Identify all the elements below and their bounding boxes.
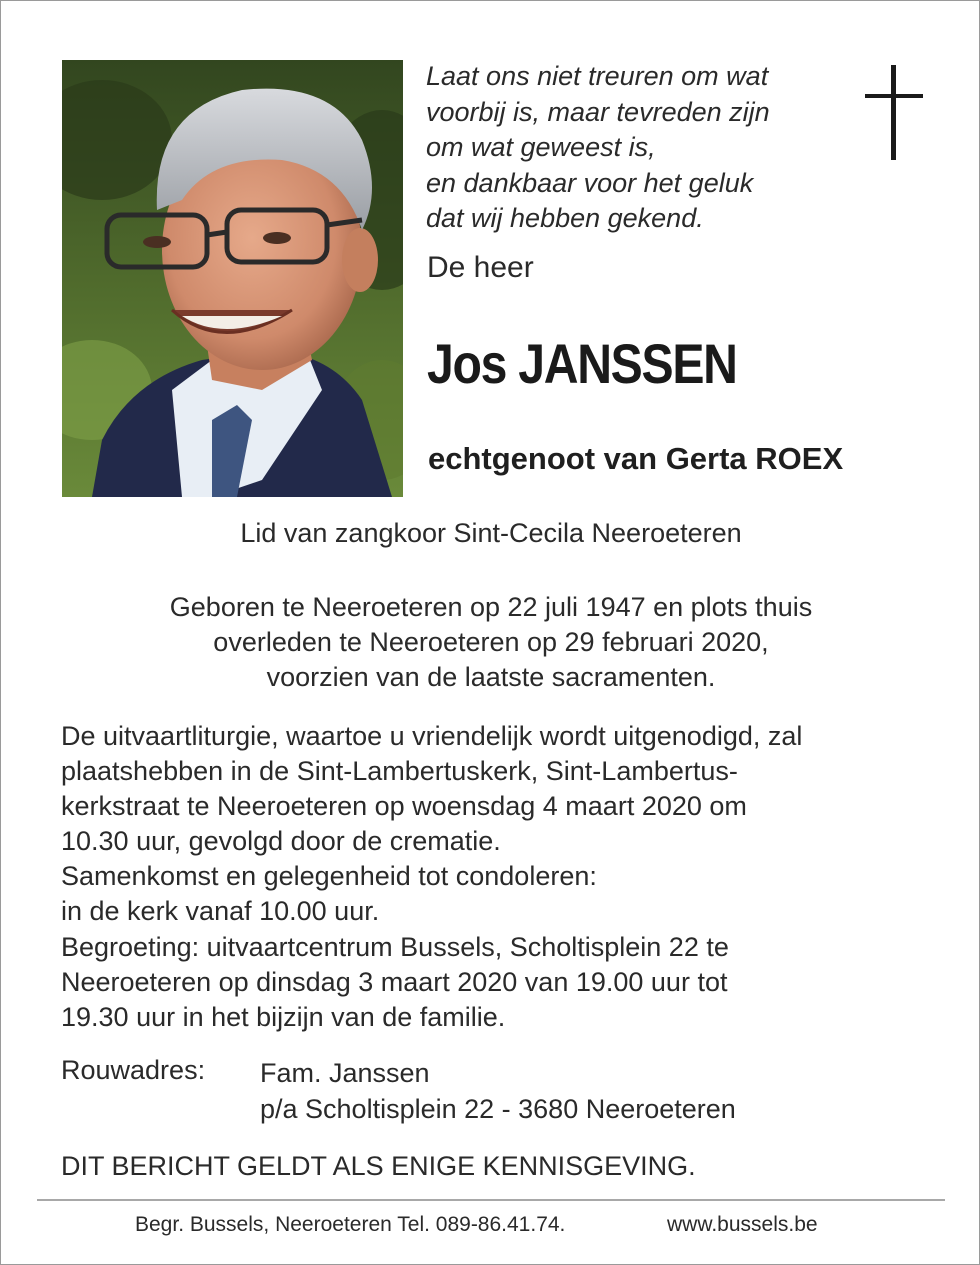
poem-line: voorbij is, maar tevreden zijn xyxy=(426,96,770,127)
address-label: Rouwadres: xyxy=(61,1055,206,1085)
membership-line: Lid van zangkoor Sint-Cecila Neeroeteren xyxy=(240,518,742,548)
life-line: overleden te Neeroeteren op 29 februari 2020, xyxy=(213,627,769,657)
address-line: p/a Scholtisplein 22 - 3680 Neeroeteren xyxy=(260,1094,736,1124)
ceremony-line: Samenkomst en gelegenheid tot condoleren: xyxy=(61,861,597,892)
portrait-photo xyxy=(62,60,403,497)
ceremony-line: plaatshebben in de Sint-Lambertuskerk, Sint-Lambertus- xyxy=(61,756,738,787)
life-dates xyxy=(1,590,980,695)
poem-line: om wat geweest is, xyxy=(426,132,656,162)
ceremony-details xyxy=(61,719,941,1035)
footer-divider xyxy=(37,1199,945,1201)
ceremony-line: Begroeting: uitvaartcentrum Bussels, Scholtisplein 22 te xyxy=(61,931,729,962)
memorial-poem xyxy=(426,59,846,237)
cross-icon xyxy=(865,65,923,160)
ceremony-line: De uitvaartliturgie, waartoe u vriendelijk wordt uitgenodigd, zal xyxy=(61,721,803,751)
mourning-address xyxy=(260,1055,736,1127)
poem-line: dat wij hebben gekend. xyxy=(426,203,704,233)
ceremony-line: kerkstraat te Neeroeteren op woensdag 4 maart 2020 om xyxy=(61,791,747,822)
ceremony-line: 10.30 uur, gevolgd door de crematie. xyxy=(61,826,501,857)
deceased-name: Jos JANSSEN xyxy=(427,332,737,395)
life-line: Geboren te Neeroeteren op 22 juli 1947 en plots thuis xyxy=(169,592,813,622)
ceremony-line: Neeroeteren op dinsdag 3 maart 2020 van 19.00 uur tot xyxy=(61,966,728,997)
honorific: De heer xyxy=(427,251,534,284)
poem-line: Laat ons niet treuren om wat xyxy=(426,61,769,91)
website-link[interactable]: www.bussels.be xyxy=(667,1213,818,1236)
undertaker-contact: Begr. Bussels, Neeroeteren Tel. 089-86.41.74. xyxy=(135,1213,566,1236)
poem-line: en dankbaar voor het geluk xyxy=(426,167,754,198)
life-line: voorzien van de laatste sacramenten. xyxy=(266,662,716,692)
ceremony-line: 19.30 uur in het bijzijn van de familie. xyxy=(61,1001,506,1032)
address-line: Fam. Janssen xyxy=(260,1058,430,1088)
spouse-line: echtgenoot van Gerta ROEX xyxy=(428,441,844,476)
sole-notice-statement: DIT BERICHT GELDT ALS ENIGE KENNISGEVING. xyxy=(61,1151,696,1181)
ceremony-line: in de kerk vanaf 10.00 uur. xyxy=(61,896,380,927)
